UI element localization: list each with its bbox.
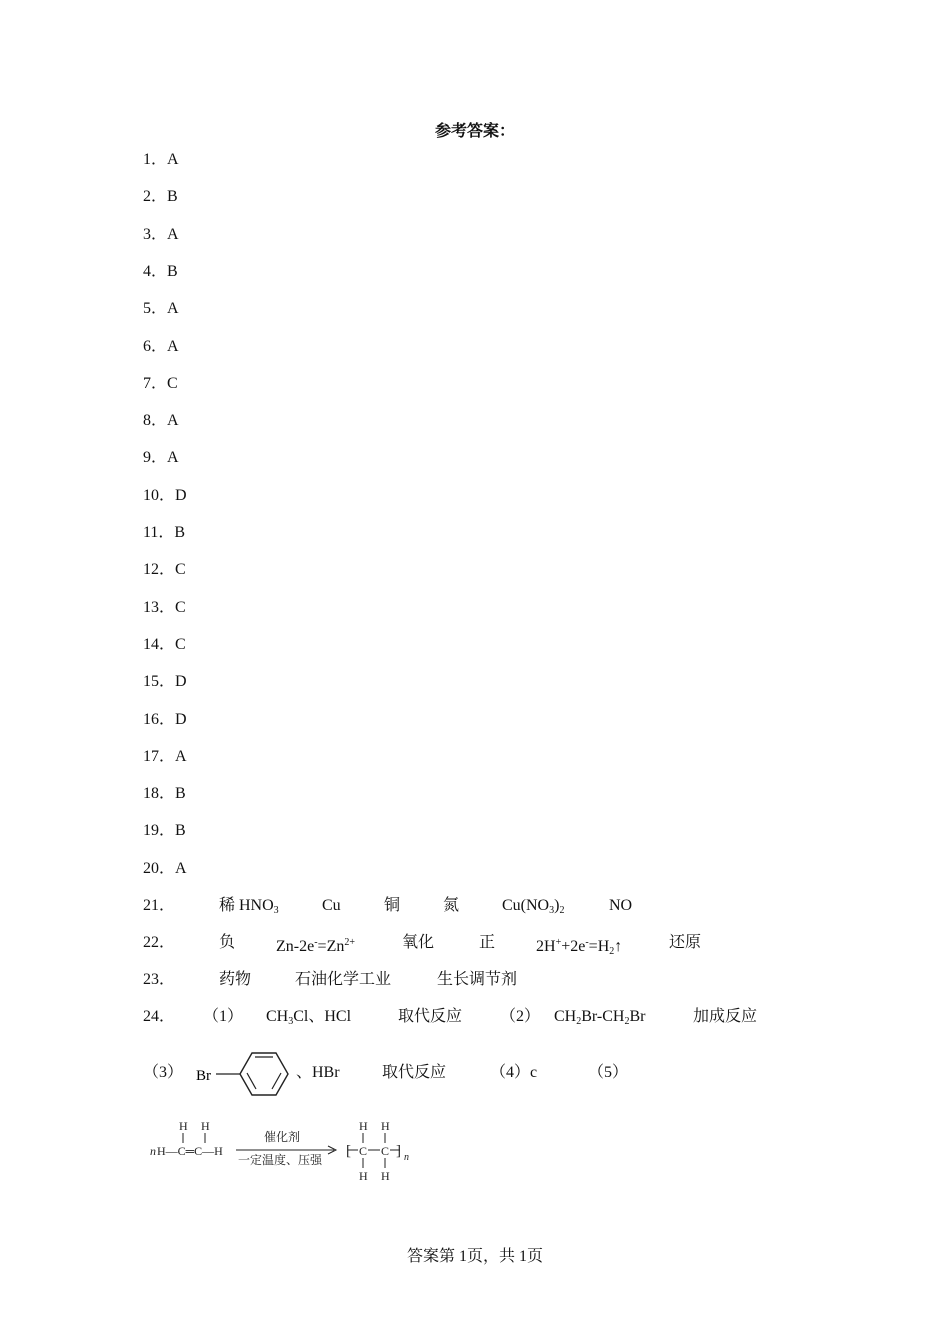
answer-row <box>143 261 178 283</box>
answer-blank: 还原 <box>669 934 702 951</box>
answer-blank: 氧化 <box>402 934 435 951</box>
answer-blank: 生长调节剂 <box>437 971 518 988</box>
answer-choice: A <box>167 226 179 243</box>
question-number: 19． <box>143 822 176 839</box>
answer-row <box>143 336 179 358</box>
answer-choice: D <box>175 711 187 728</box>
c-atom: C <box>359 1144 368 1158</box>
answer-blank: 加成反应 <box>693 1008 758 1025</box>
question-number: 23． <box>143 971 176 988</box>
question-number: 7． <box>143 375 168 392</box>
h-atom: H <box>381 1169 390 1183</box>
answer-row <box>143 783 186 805</box>
coefficient-n: n <box>150 1144 156 1158</box>
answer-choice: B <box>174 524 186 541</box>
answer-blank: NO <box>609 897 633 914</box>
question-number: 4． <box>143 263 168 280</box>
answer-row <box>143 597 186 619</box>
answer-row <box>143 746 187 768</box>
part-label: （2） <box>500 1008 541 1025</box>
answer-choice: C <box>167 375 178 392</box>
answer-row <box>143 224 179 246</box>
answer-choice: D <box>175 487 187 504</box>
answer-choice: B <box>175 822 186 839</box>
question-number: 10． <box>143 487 176 504</box>
answer-choice: A <box>167 338 179 355</box>
answer-blank: 取代反应 <box>398 1008 463 1025</box>
polymerization-equation <box>148 1118 418 1184</box>
answer-choice: A <box>175 860 187 877</box>
question-number: 11． <box>143 524 175 541</box>
answer-blank: 稀 $HNO_3$ <box>219 897 279 916</box>
answer-row <box>143 522 185 544</box>
answer-row <box>143 820 186 842</box>
answer-blank: 负 <box>219 934 236 951</box>
question-number: 5． <box>143 300 168 317</box>
ethylene-formula: H—C═C—H <box>157 1144 223 1158</box>
part-label: （5） <box>588 1064 629 1081</box>
answer-blank: $CH_3Cl$、HCl <box>266 1008 352 1027</box>
answer-blank: 石油化学工业 <box>295 971 392 988</box>
answer-row <box>143 298 179 320</box>
answer-row <box>143 709 187 731</box>
answer-blank: 取代反应 <box>382 1064 447 1081</box>
answer-row <box>143 447 179 469</box>
answer-row <box>143 671 187 693</box>
answer-blank: Cu <box>322 897 341 914</box>
question-number: 15． <box>143 673 176 690</box>
question-number: 21． <box>143 897 176 914</box>
bromine-label: Br <box>196 1068 211 1084</box>
question-number: 13． <box>143 599 176 616</box>
catalyst-label: 催化剂 <box>264 1130 301 1144</box>
subscript-n: n <box>404 1152 409 1163</box>
question-number: 1． <box>143 151 168 168</box>
c-atom: C <box>381 1144 390 1158</box>
answer-blank: $CH_2Br-CH_2Br$ <box>554 1008 646 1027</box>
answer-blank: 正 <box>479 934 496 951</box>
part-label: （3） <box>143 1064 184 1081</box>
answer-blank: $2H^++2e^-=H_2↑$ <box>536 937 623 957</box>
answer-row <box>143 559 186 581</box>
question-number: 6． <box>143 338 168 355</box>
question-number: 22． <box>143 934 176 951</box>
bromobenzene-structure <box>194 1046 294 1100</box>
answer-choice: B <box>175 785 186 802</box>
answer-row <box>143 634 186 656</box>
answer-row <box>143 485 187 507</box>
answer-choice: C <box>175 636 186 653</box>
answer-blank: $Cu(NO_3)_2$ <box>502 897 565 916</box>
answer-choice: A <box>167 300 179 317</box>
question-number: 8． <box>143 412 168 429</box>
part-label: （4）c <box>490 1064 538 1081</box>
answer-row <box>143 858 187 880</box>
answer-blank: 氮 <box>443 897 460 914</box>
question-number: 17． <box>143 748 176 765</box>
answer-row <box>143 149 179 171</box>
answer-row <box>143 410 179 432</box>
question-number: 12． <box>143 561 176 578</box>
svg-text:]: ] <box>396 1143 401 1159</box>
svg-text:[: [ <box>346 1143 351 1159</box>
question-number: 16． <box>143 711 176 728</box>
answer-choice: A <box>167 449 179 466</box>
answer-blank: $Zn-2e^-=Zn^{2+}$ <box>276 937 355 955</box>
answer-choice: C <box>175 561 186 578</box>
h-atom: H <box>179 1119 188 1133</box>
question-number: 20． <box>143 860 176 877</box>
answer-blank: 、HBr <box>296 1064 340 1081</box>
page-footer: 答案第 1页，共 1页 <box>406 1248 543 1265</box>
part-label: （1） <box>203 1008 244 1025</box>
question-number: 2． <box>143 188 168 205</box>
answer-blank: 药物 <box>219 971 252 988</box>
h-atom: H <box>359 1169 368 1183</box>
page-title: 参考答案： <box>434 123 515 140</box>
answer-choice: C <box>175 599 186 616</box>
answer-choice: D <box>175 673 187 690</box>
question-number: 9． <box>143 449 168 466</box>
answer-choice: B <box>167 263 178 280</box>
h-atom: H <box>201 1119 210 1133</box>
answer-choice: A <box>175 748 187 765</box>
answer-blank: 铜 <box>384 897 401 914</box>
answer-choice: A <box>167 151 179 168</box>
question-number: 18． <box>143 785 176 802</box>
answer-choice: B <box>167 188 178 205</box>
question-number: 14． <box>143 636 176 653</box>
h-atom: H <box>359 1119 368 1133</box>
answer-choice: A <box>167 412 179 429</box>
answer-row <box>143 373 178 395</box>
question-number: 3． <box>143 226 168 243</box>
condition-label: 一定温度、压强 <box>238 1153 323 1167</box>
question-number: 24． <box>143 1008 176 1025</box>
answer-row <box>143 186 178 208</box>
h-atom: H <box>381 1119 390 1133</box>
